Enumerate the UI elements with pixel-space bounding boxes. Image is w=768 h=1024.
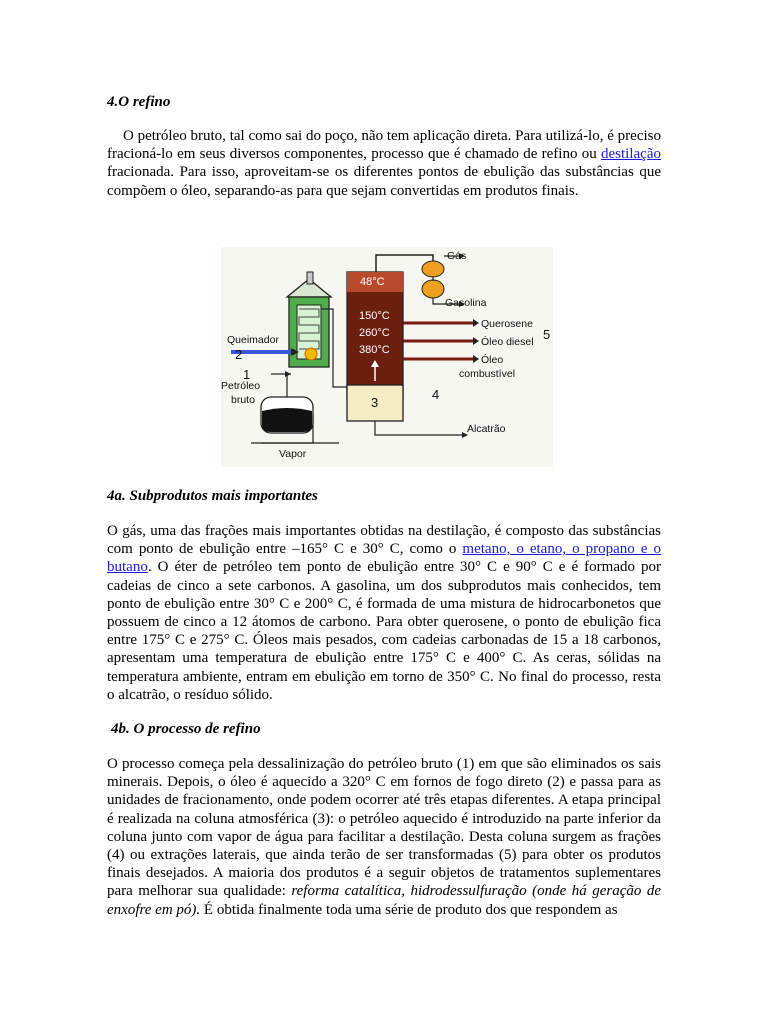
label-combustivel: combustível (459, 368, 516, 380)
gases-link[interactable]: metano, o etano, o propano e o butano (107, 541, 661, 576)
section-4a-text-1: O gás, uma das frações mais importantes obtidas na destilação, é composto das substâncias com ponto de ebulição entre –165° C e 30° C, como o (107, 523, 661, 558)
temp-48: 48°C (360, 276, 385, 288)
number-4: 4 (432, 387, 440, 402)
temp-260: 260°C (359, 327, 390, 339)
intro-text-rest: fracionada. Para isso, aproveitam-se os diferentes pontos de ebulição das substâncias que compõem o óleo, separando-as para que sejam convertidas em produtos finais. (107, 164, 661, 199)
label-querosene: Querosene (481, 318, 533, 330)
intro-text: O petróleo bruto, tal como sai do poço, não tem aplicação direta. Para utilizá-lo, é preciso fracioná-lo em seus diversos componentes, processo que é chamado de refino ou (107, 128, 661, 163)
temp-150: 150°C (359, 310, 390, 322)
number-2: 2 (235, 347, 243, 362)
label-queimador: Queimador (227, 334, 279, 346)
section-4b-title: 4b. O processo de refino (111, 721, 261, 737)
label-vapor: Vapor (279, 448, 307, 460)
refinery-diagram-svg (221, 247, 553, 467)
section-4a-title: 4a. Subprodutos mais importantes (107, 488, 318, 504)
label-petroleo: Petróleo (221, 380, 261, 392)
label-alcatrao: Alcatrão (467, 423, 506, 435)
gas-separator-top (422, 261, 444, 277)
number-3: 3 (371, 395, 379, 410)
destilacao-link[interactable]: destilação (601, 146, 661, 163)
number-1: 1 (243, 367, 251, 382)
section-4b-paragraph (107, 755, 661, 919)
section-4-title: 4.O refino (107, 94, 171, 110)
section-4a-text-2: . O éter de petróleo tem ponto de ebulição entre 30° C e 90° C e é formado por cadeias de cinco a sete carbonos. A gasolina, um dos subprodutos mais conhecidos, tem ponto de ebulição entre 30° C e 200° C, é formada de uma mistura de hidrocarbonetos que possuem de cinco a 12 átomos de carbono. Para obter querosene, o ponto de ebulição fica entre 175° C e 275° C. Óleos mais pesados, com cadeias carbonadas de 15 a 18 carbonos, apresentam uma temperatura de ebulição entre 175° C e 400° C. As ceras, sólidas na temperatura ambiente, entram em ebulição em torno de 350° C. No final do processo, resta o alcatrão, o resíduo sólido. (107, 559, 661, 703)
number-5: 5 (543, 327, 551, 342)
refinery-diagram (221, 247, 553, 467)
label-oleo: Óleo (481, 354, 504, 366)
label-gasolina: Gasolina (445, 297, 487, 309)
crude-oil-level (262, 408, 312, 432)
furnace-chimney (307, 272, 313, 284)
temp-380: 380°C (359, 344, 390, 356)
label-bruto: bruto (231, 394, 255, 406)
burner-flame-icon (305, 348, 317, 360)
section-4b-text-2: É obtida finalmente toda uma série de produto dos que respondem as (200, 901, 618, 918)
section-4b-italic: reforma catalítica, hidrodessulfuração (onde há geração de enxofre em pó). (107, 883, 661, 918)
label-gas: Gás (447, 250, 467, 262)
label-oleo-diesel: Óleo diesel (481, 336, 534, 348)
gas-separator-bottom (422, 280, 444, 298)
section-4a-paragraph (107, 522, 661, 704)
section-4-intro-paragraph (107, 127, 661, 200)
section-4b-text-1: O processo começa pela dessalinização do petróleo bruto (1) em que são eliminados os sais minerais. Depois, o óleo é aquecido a 320° C em fornos de fogo direto (2) e passa para as unidades de fracionamento, onde podem ocorrer até três etapas diferentes. A etapa principal é realizada na coluna atmosférica (3): o petróleo aquecido é introduzido na parte inferior da coluna junto com vapor de água para facilitar a destilação. Desta coluna surgem as frações (4) ou extrações laterais, que ainda terão de ser transformadas (5) para obter os produtos finais desejados. A maioria dos produtos é a seguir objetos de tratamentos suplementares para melhorar sua qualidade: (107, 756, 661, 900)
